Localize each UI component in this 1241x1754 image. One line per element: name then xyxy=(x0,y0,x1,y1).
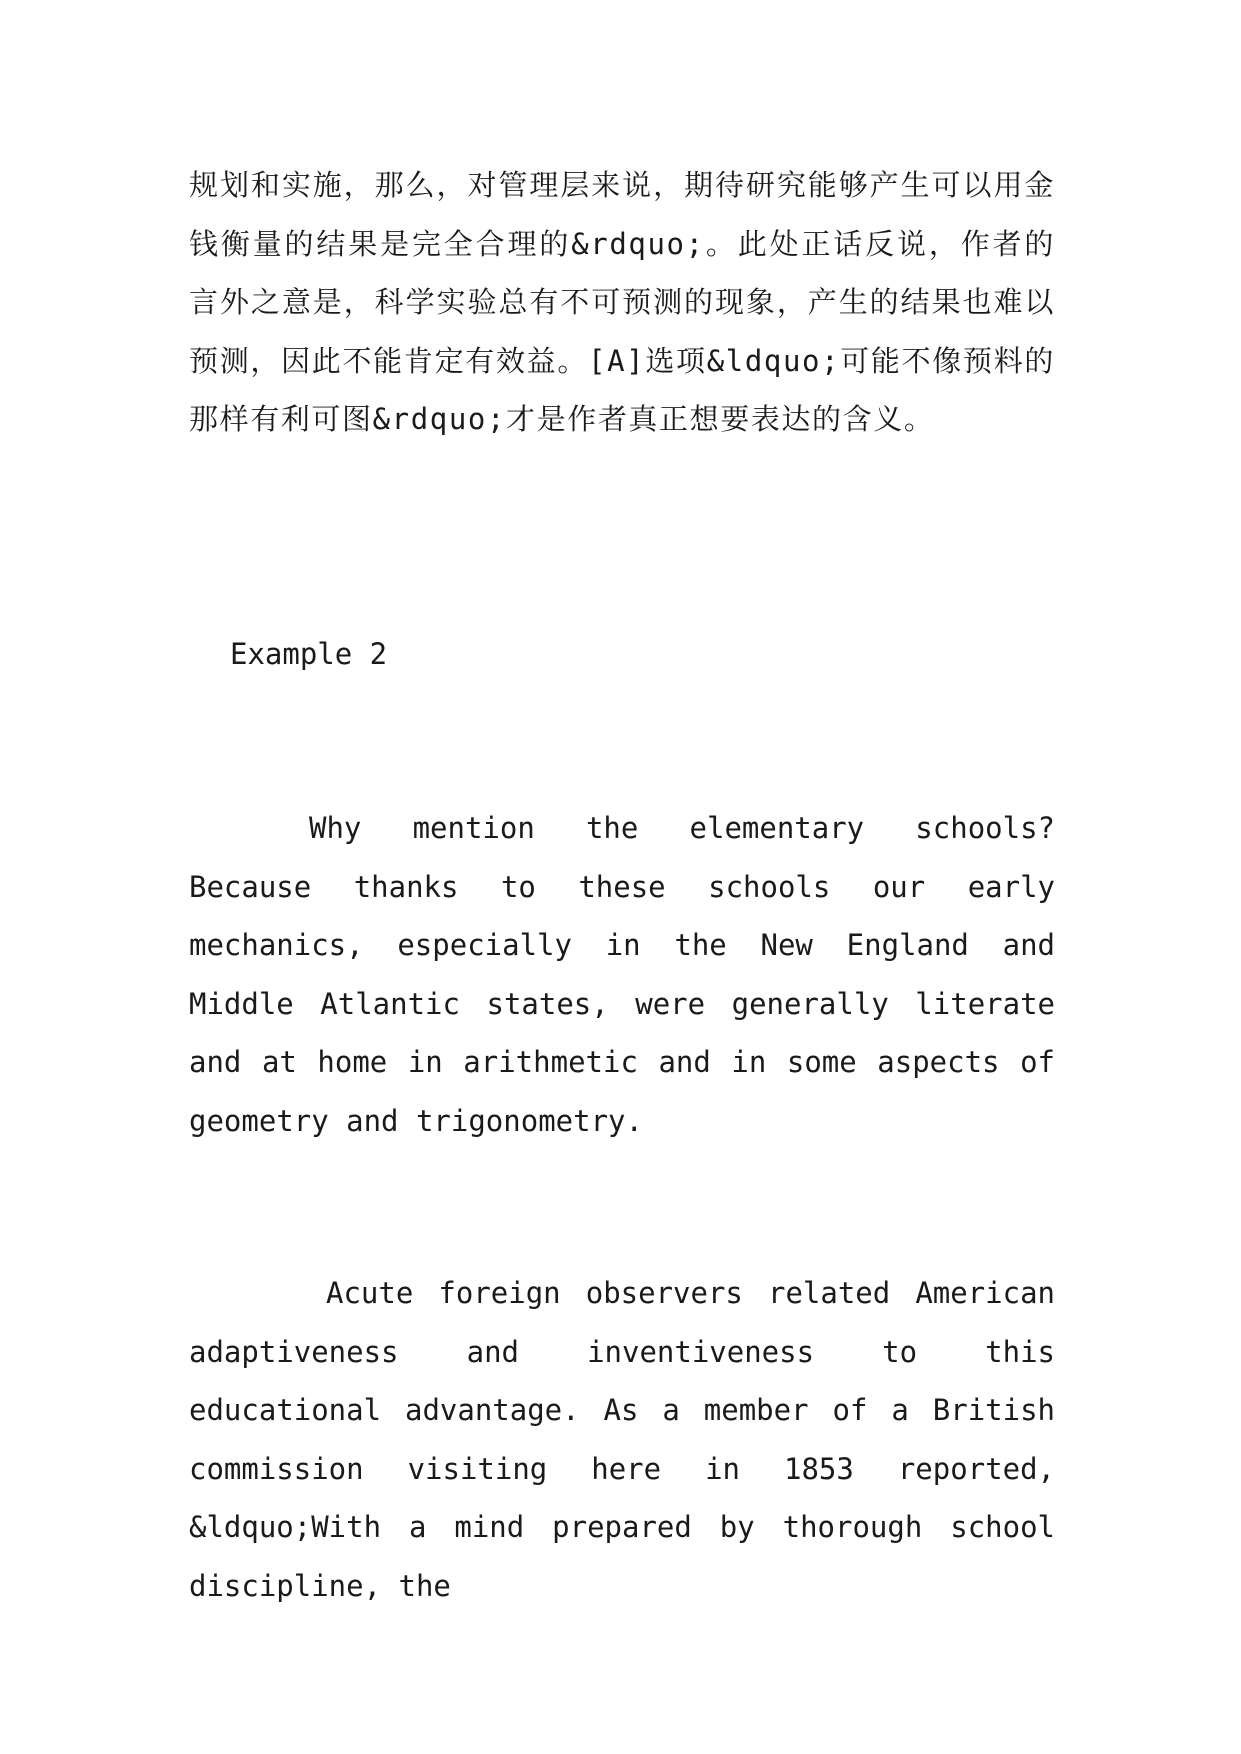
chinese-explanation-paragraph: 规划和实施，那么，对管理层来说，期待研究能够产生可以用金钱衡量的结果是完全合理的&rdquo;。此处正话反说，作者的言外之意是，科学实验总有不可预测的现象，产生的结果也难以预测，因此不能肯定有效益。[A]选项&ldquo;可能不像预料的那样有利可图&rdquo;才是作者真正想要表达的含义。 xyxy=(189,168,1055,436)
english-paragraph-1-text: Why mention the elementary schools? Because thanks to these schools our early mechanics, especially in the New England and Middle Atlantic states, were generally literate and at home in arithmetic and in some aspects of geometry and trigonometry. xyxy=(189,811,1055,1138)
english-paragraph-1 xyxy=(189,799,1055,1150)
english-paragraph-2 xyxy=(189,1264,1055,1615)
example-heading: Example 2 xyxy=(230,637,388,671)
english-paragraph-2-text: Acute foreign observers related American adaptiveness and inventiveness to this educational advantage. As a member of a British commission visiting here in 1853 reported, &ldquo;With a mind prepared by thorough school discipline, the xyxy=(189,1276,1055,1603)
